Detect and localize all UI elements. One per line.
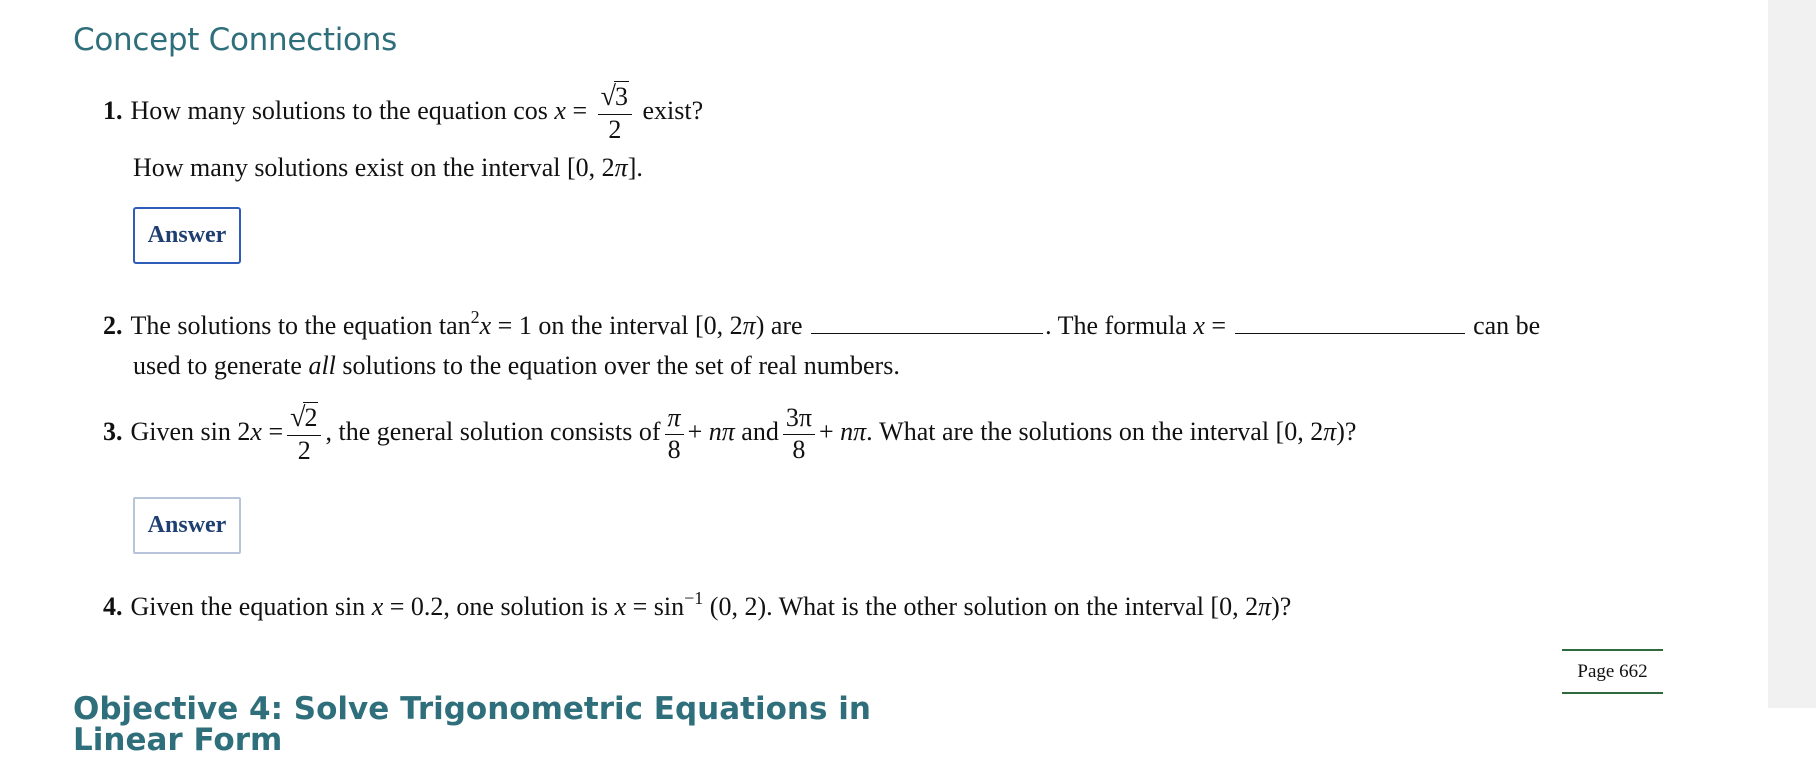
q3-n1: nπ [708, 417, 735, 447]
q2-text-a: The solutions to the equation tan [130, 311, 471, 340]
q3-fraction-3 [783, 404, 815, 464]
q3-text-d1: + [818, 417, 841, 447]
q2-text-c: ) are [755, 311, 803, 340]
q3-text-b: , the general solution consists of [325, 417, 661, 447]
q3-pi: π [1323, 417, 1337, 447]
q1-pi: π [614, 153, 628, 182]
q3-fraction-3-numerator: 3π [783, 404, 815, 435]
q2-equals: = [1204, 311, 1227, 340]
q4-var: x [371, 592, 384, 621]
q3-fraction-2-numerator: π [665, 404, 684, 435]
q3-text-c2: and [734, 417, 779, 447]
q2-line2-before: used to generate [133, 351, 309, 380]
q2-pi: π [742, 311, 756, 340]
next-section-title: Objective 4: Solve Trigonometric Equations in Linear Form [73, 691, 871, 758]
q4-text-c: = sin [626, 592, 685, 621]
q3-text-a: Given sin 2 [130, 417, 251, 447]
q3-var: x [250, 417, 262, 447]
answer-button-3[interactable]: Answer [133, 497, 241, 554]
q3-text-e: )? [1336, 417, 1357, 447]
q4-text-b: = 0.2, one solution is [383, 592, 615, 621]
q1-line2-end: ]. [627, 153, 643, 182]
question-1-line-2 [133, 155, 643, 181]
right-margin-strip [1768, 0, 1816, 708]
q2-line2-after: solutions to the equation over the set of real numbers. [335, 351, 900, 380]
question-4 [103, 588, 1292, 621]
q1-equals: = [565, 96, 594, 126]
q4-pi: π [1258, 592, 1272, 621]
q3-text-c1: + [687, 417, 709, 447]
fill-in-blank-1[interactable] [811, 309, 1043, 334]
q4-sup: −1 [684, 588, 704, 608]
q4-text-a: Given the equation sin [130, 592, 366, 621]
q4-text-d: (0, 2). What is the other solution on the interval [0, 2 [703, 592, 1259, 621]
next-section-heading [73, 691, 913, 758]
question-number: 1. [103, 96, 123, 126]
q1-text-after: exist? [642, 96, 704, 126]
question-2 [103, 309, 1540, 339]
fill-in-blank-2[interactable] [1235, 309, 1465, 334]
q1-fraction: $\frac{√3}{2}$ [598, 82, 632, 144]
q2-var: x [479, 311, 492, 340]
question-number: 3. [103, 417, 123, 447]
question-1 [103, 82, 703, 144]
q3-fraction-1-denominator: 2 [297, 435, 311, 465]
q2-text-d: . The formula [1045, 311, 1194, 340]
question-2-line-2 [133, 353, 900, 379]
section-title: Concept Connections [73, 22, 397, 58]
q4-text-e: )? [1271, 592, 1292, 621]
q1-line2-text: How many solutions exist on the interval [0, 2 [133, 153, 615, 182]
q3-text-d2: . What are the solutions on the interval [0, 2 [866, 417, 1324, 447]
q3-equals: = [261, 417, 284, 447]
question-3 [103, 403, 1356, 465]
q3-fraction-1-numerator: 2 [304, 403, 318, 432]
q2-text-b: = 1 on the interval [0, 2 [491, 311, 743, 340]
q3-fraction-2 [665, 404, 684, 464]
q3-n2: nπ [840, 417, 867, 447]
q3-fraction-1: $\frac{√2}{2}$ [287, 403, 321, 465]
page-number-marker: Page 662 [1562, 649, 1663, 694]
q3-fraction-3-denominator: 8 [792, 434, 806, 464]
q2-text-e: can be [1473, 311, 1541, 340]
q2-var2: x [1193, 311, 1205, 340]
q1-fraction-denominator: 2 [608, 114, 622, 144]
question-number: 4. [103, 592, 123, 621]
q1-fraction-numerator: 3 [615, 82, 628, 111]
q2-line2-italic: all [308, 351, 336, 380]
q1-var: x [554, 96, 566, 126]
q4-var2: x [614, 592, 627, 621]
q2-sup: 2 [470, 307, 480, 327]
question-number: 2. [103, 311, 123, 340]
q3-fraction-2-denominator: 8 [667, 434, 681, 464]
q1-text-before: How many solutions to the equation cos [130, 96, 548, 126]
answer-button-1[interactable]: Answer [133, 207, 241, 264]
